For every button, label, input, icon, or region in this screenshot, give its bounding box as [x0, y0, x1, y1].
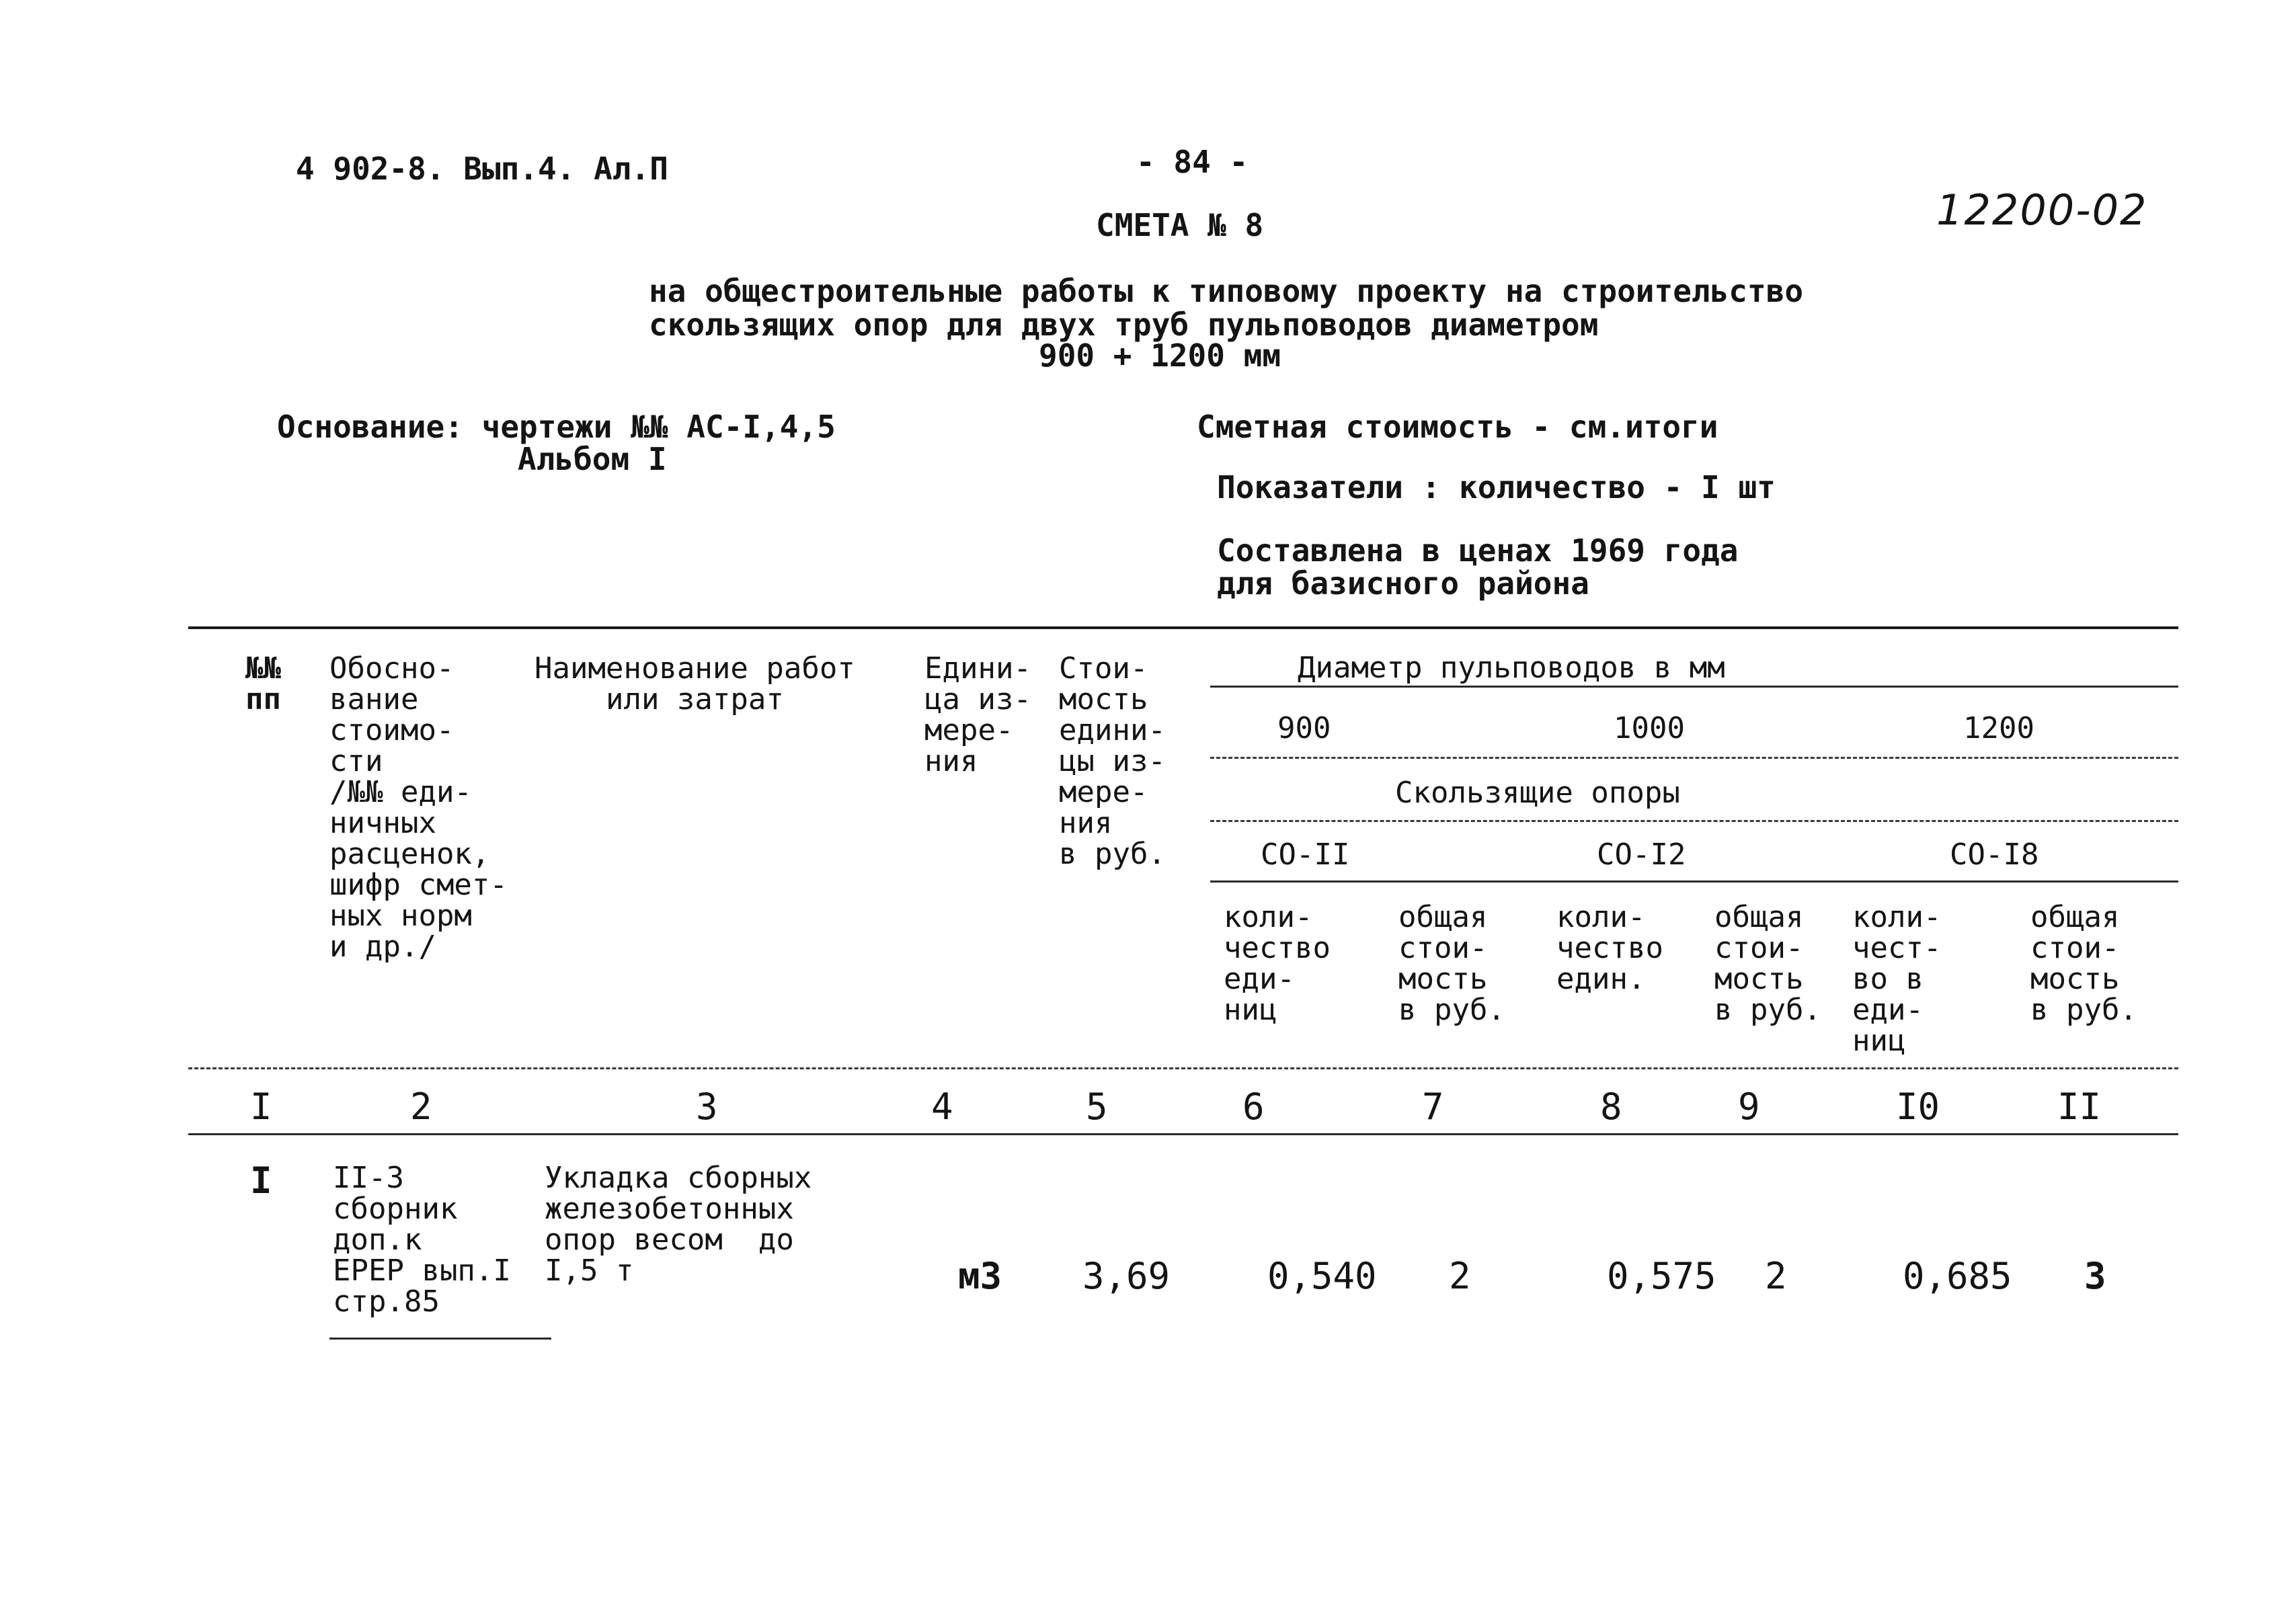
- prices-line2: для базисного района: [1217, 565, 1589, 602]
- col-header-support-co12: СО-I2: [1597, 837, 1686, 872]
- column-number: 4: [931, 1085, 953, 1128]
- column-number: 8: [1600, 1085, 1622, 1128]
- row-total-cost-co18: 3: [2084, 1255, 2106, 1297]
- col-header-quantity-in-units: коли- чест- во в еди- ниц: [1852, 900, 1942, 1058]
- basis-drawings: Основание: чертежи №№ АС-I,4,5: [277, 409, 836, 445]
- row-work-name: Укладка сборных железобетонных опор весом до I,5 т: [545, 1161, 812, 1288]
- diameter-values-rule: [1210, 757, 2178, 759]
- col-header-total-cost-7: общая стои- мость в руб.: [1398, 900, 1505, 1027]
- column-number: 2: [410, 1085, 432, 1128]
- row-total-cost-co11: 2: [1449, 1255, 1471, 1297]
- column-number: 9: [1738, 1085, 1760, 1128]
- document-code: 4 902-8. Вып.4. Ал.П: [296, 151, 668, 187]
- estimate-subtitle-line2: скользящих опор для двух труб пульповодов диаметром: [649, 306, 1599, 343]
- row-quantity-co11: 0,540: [1267, 1255, 1377, 1297]
- row-basis-underline: [329, 1338, 551, 1340]
- row-quantity-co18: 0,685: [1903, 1255, 2012, 1297]
- column-numbers-rule: [188, 1133, 2178, 1135]
- estimated-cost-line: Сметная стоимость - см.итоги: [1197, 409, 1718, 445]
- col-header-quantity-edin: коли- чество един.: [1556, 900, 1663, 996]
- page-number: - 84 -: [1136, 144, 1249, 180]
- column-number: I0: [1896, 1085, 1940, 1128]
- col-header-total-cost-11: общая стои- мость в руб.: [2030, 900, 2137, 1027]
- row-total-cost-co12: 2: [1765, 1255, 1787, 1297]
- row-unit-cost: 3,69: [1082, 1255, 1171, 1297]
- column-number: 6: [1242, 1085, 1265, 1128]
- table-top-rule: [188, 626, 2178, 629]
- row-number: I: [250, 1159, 272, 1202]
- row-basis: II-3 сборник доп.к ЕРЕР вып.I стр.85: [333, 1161, 511, 1319]
- col-header-total-cost-9: общая стои- мость в руб.: [1714, 900, 1821, 1027]
- col-header-diameter-group: Диаметр пульповодов в мм: [1298, 651, 1725, 685]
- col-header-diameter-1000: 1000: [1614, 711, 1685, 745]
- col-header-diameter-1200: 1200: [1963, 711, 2034, 745]
- estimate-subtitle-line1: на общестроительные работы к типовому проекту на строительство: [649, 273, 1804, 309]
- prices-line1: Составлена в ценах 1969 года: [1217, 532, 1739, 569]
- col-header-sliding-supports: Скользящие опоры: [1395, 776, 1680, 810]
- col-header-support-co11: СО-II: [1261, 837, 1350, 872]
- estimate-subtitle-line3: 900 + 1200 мм: [1039, 337, 1281, 374]
- diameter-group-rule: [1210, 686, 2178, 688]
- archive-stamp-number: 12200-02: [1936, 186, 2148, 235]
- estimate-title: СМЕТА № 8: [1096, 207, 1264, 243]
- header-bottom-rule: [188, 1067, 2178, 1069]
- column-number: II: [2057, 1085, 2102, 1128]
- support-type-rule: [1210, 880, 2178, 883]
- col-header-work-name: Наименование работ или затрат: [535, 651, 855, 716]
- col-header-diameter-900: 900: [1277, 711, 1331, 745]
- col-header-number: №№ пп: [245, 651, 281, 716]
- row-quantity-co12: 0,575: [1607, 1255, 1716, 1297]
- col-header-support-co18: СО-I8: [1950, 837, 2039, 872]
- col-header-unit: Едини- ца из- мере- ния: [924, 651, 1031, 778]
- col-header-unit-cost: Стои- мость едини- цы из- мере- ния в руб.: [1059, 651, 1166, 871]
- sliding-supports-rule: [1210, 820, 2178, 822]
- indicators-line: Показатели : количество - I шт: [1217, 469, 1776, 505]
- basis-album: Альбом I: [518, 441, 667, 477]
- column-number: I: [250, 1085, 272, 1128]
- row-unit: м3: [958, 1255, 1002, 1297]
- col-header-quantity-units: коли- чество еди- ниц: [1224, 900, 1331, 1027]
- col-header-basis: Обосно- вание стоимо- сти /№№ еди- ничных расценок, шифр смет- ных норм и др./: [329, 651, 508, 964]
- column-number: 5: [1086, 1085, 1108, 1128]
- column-number: 3: [696, 1085, 718, 1128]
- column-number: 7: [1422, 1085, 1444, 1128]
